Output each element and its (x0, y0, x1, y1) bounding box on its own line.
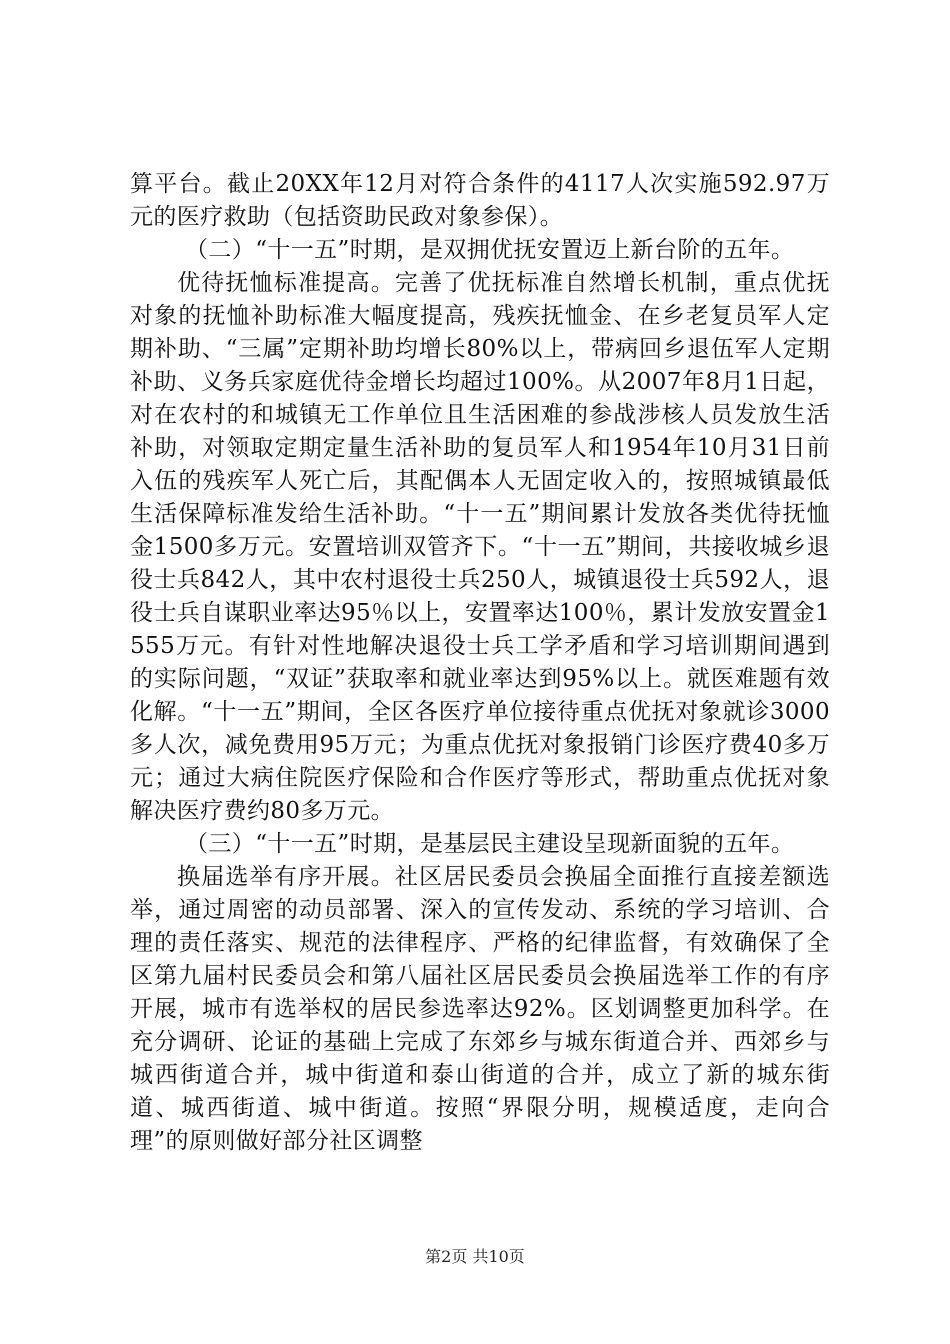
paragraph-grassroots-democracy: 换届选举有序开展。社区居民委员会换届全面推行直接差额选举，通过周密的动员部署、深入的宣传发动、系统的学习培训、合理的责任落实、规范的法律程序、严格的纪律监督，有效确保了全区第九届村民委员会和第八届社区居民委员会换届选举工作的有序开展，城市有选举权的居民参选率达92%。区划调整更加科学。在充分调研、论证的基础上完成了东郊乡与城东街道合并、西郊乡与城西街道合并，城中街道和泰山街道的合并，成立了新的城东街道、城西街道、城中街道。按照“界限分明，规模适度，走向合理”的原则做好部分社区调整 (130, 864, 830, 1154)
section-heading-three: （三）“十一五”时期，是基层民主建设呈现新面貌的五年。 (185, 831, 795, 857)
document-body (130, 168, 830, 1158)
paragraph-preferential-care: 优待抚恤标准提高。完善了优抚标准自然增长机制，重点优抚对象的抚恤补助标准大幅度提高，残疾抚恤金、在乡老复员军人定期补助、“三属”定期补助均增长80%以上，带病回乡退伍军人定期补助、义务兵家庭优待金增长均超过100%。从2007年8月1日起，对在农村的和城镇无工作单位且生活困难的参战涉核人员发放生活补助，对领取定期定量生活补助的复员军人和1954年10月31日前入伍的残疾军人死亡后，其配偶本人无固定收入的，按照城镇最低生活保障标准发给生活补助。“十一五”期间累计发放各类优待抚恤金1500多万元。安置培训双管齐下。“十一五”期间，共接收城乡退役士兵842人，其中农村退役士兵250人，城镇退役士兵592人，退役士兵自谋职业率达95％以上，安置率达100％，累计发放安置金1555万元。有针对性地解决退役士兵工学矛盾和学习培训期间遇到的实际问题，“双证”获取率和就业率达到95%以上。就医难题有效化解。“十一五”期间，全区各医疗单位接待重点优抚对象就诊3000多人次，减免费用95万元；为重点优抚对象报销门诊医疗费40多万元；通过大病住院医疗保险和合作医疗等形式，帮助重点优抚对象解决医疗费约80多万元。 (130, 270, 830, 824)
section-heading-two: （二）“十一五”时期，是双拥优抚安置迈上新台阶的五年。 (185, 237, 795, 263)
page-number-footer: 第2页 共10页 (425, 1247, 525, 1266)
paragraph-continuation: 算平台。截止20XX年12月对符合条件的4117人次实施592.97万元的医疗救助（包括资助民政对象参保）。 (130, 171, 830, 230)
